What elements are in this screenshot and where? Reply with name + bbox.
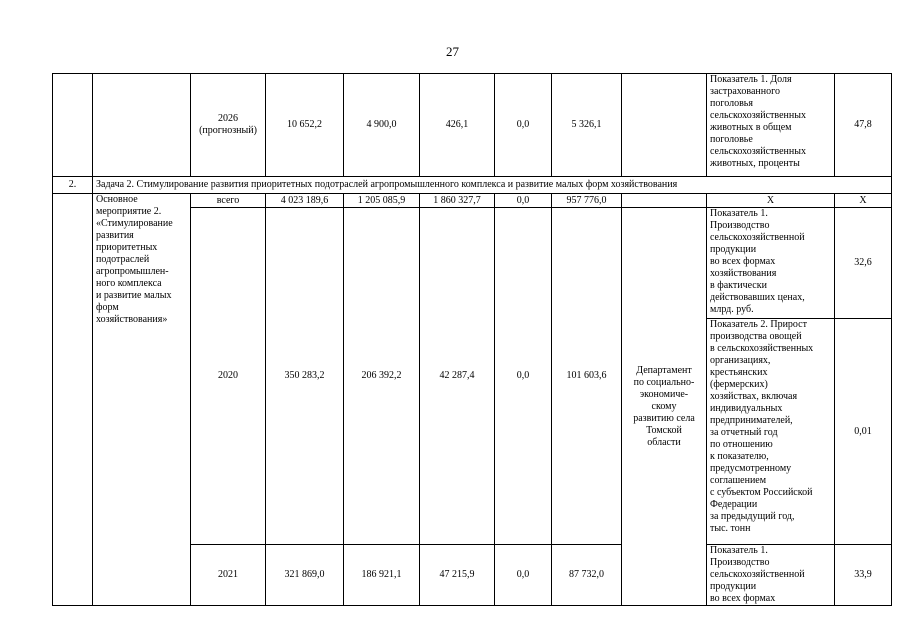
page-number: 27 xyxy=(446,44,459,59)
year-cell: 2021 xyxy=(191,545,266,606)
federal-cell: 4 900,0 xyxy=(344,74,420,177)
federal-cell: 186 921,1 xyxy=(344,545,420,606)
regional-cell: 1 860 327,7 xyxy=(420,194,495,208)
indicator-cell: Показатель 1. Доля застрахованного поголовья сельскохозяйственных животных в общем поголовье сельскохозяйственных животных, проценты xyxy=(707,74,835,177)
local-cell: 0,0 xyxy=(495,194,552,208)
year-cell: 2020 xyxy=(191,208,266,545)
total-cell: 4 023 189,6 xyxy=(266,194,344,208)
total-cell: 350 283,2 xyxy=(266,208,344,545)
extra-budget-cell: 957 776,0 xyxy=(552,194,622,208)
extra-budget-cell: 87 732,0 xyxy=(552,545,622,606)
extra-budget-cell: 5 326,1 xyxy=(552,74,622,177)
total-cell: 321 869,0 xyxy=(266,545,344,606)
task-number-cell: 2. xyxy=(53,177,93,194)
table-row-total xyxy=(53,194,892,208)
executor-cell: Департамент по социально- экономиче- скому развитию села Томской области xyxy=(622,208,707,606)
total-cell: 10 652,2 xyxy=(266,74,344,177)
regional-cell: 426,1 xyxy=(420,74,495,177)
federal-cell: 206 392,2 xyxy=(344,208,420,545)
year-cell: 2026 (прогнозный) xyxy=(191,74,266,177)
indicator-value-cell: 47,8 xyxy=(835,74,892,177)
activity-name-cell: Основное мероприятие 2. «Стимулирование развития приоритетных подотраслей агропромышлен- ного комплекса и развитие малых форм хозяйствования» xyxy=(93,194,191,606)
indicator-cell: Показатель 1. Производство сельскохозяйственной продукции во всех формах xyxy=(707,545,835,606)
year-cell: всего xyxy=(191,194,266,208)
local-cell: 0,0 xyxy=(495,545,552,606)
executor-cell-empty xyxy=(622,194,707,208)
indicator-value-cell: 0,01 xyxy=(835,319,892,545)
indicator-value-cell: 33,9 xyxy=(835,545,892,606)
local-cell: 0,0 xyxy=(495,208,552,545)
federal-cell: 1 205 085,9 xyxy=(344,194,420,208)
number-cell-empty xyxy=(53,74,93,177)
indicator-cell: Показатель 1. Производство сельскохозяйственной продукции во всех формах хозяйствования в фактически действовавших ценах, млрд. руб. xyxy=(707,208,835,319)
regional-cell: 47 215,9 xyxy=(420,545,495,606)
activity-cell-empty xyxy=(93,74,191,177)
indicator-cell: Показатель 2. Прирост производства овощей в сельскохозяйственных организациях, крестьянских (фермерских) хозяйствах, включая индивидуальных предпринимателей, за отчетный год по отношению к показателю, предусмотренному соглашением с субъектом Российской Федерации за предыдущий год, тыс. тонн xyxy=(707,319,835,545)
extra-budget-cell: 101 603,6 xyxy=(552,208,622,545)
local-cell: 0,0 xyxy=(495,74,552,177)
table-row-2026 xyxy=(53,74,892,177)
number-cell-empty xyxy=(53,194,93,606)
regional-cell: 42 287,4 xyxy=(420,208,495,545)
task-title-cell: Задача 2. Стимулирование развития приоритетных подотраслей агропромышленного комплекса и развитие малых форм хозяйствования xyxy=(93,177,892,194)
task-row xyxy=(53,177,892,194)
executor-cell-empty xyxy=(622,74,707,177)
indicator-value-cell: 32,6 xyxy=(835,208,892,319)
program-budget-table xyxy=(52,73,892,606)
indicator-value-cell: X xyxy=(835,194,892,208)
indicator-cell: X xyxy=(707,194,835,208)
